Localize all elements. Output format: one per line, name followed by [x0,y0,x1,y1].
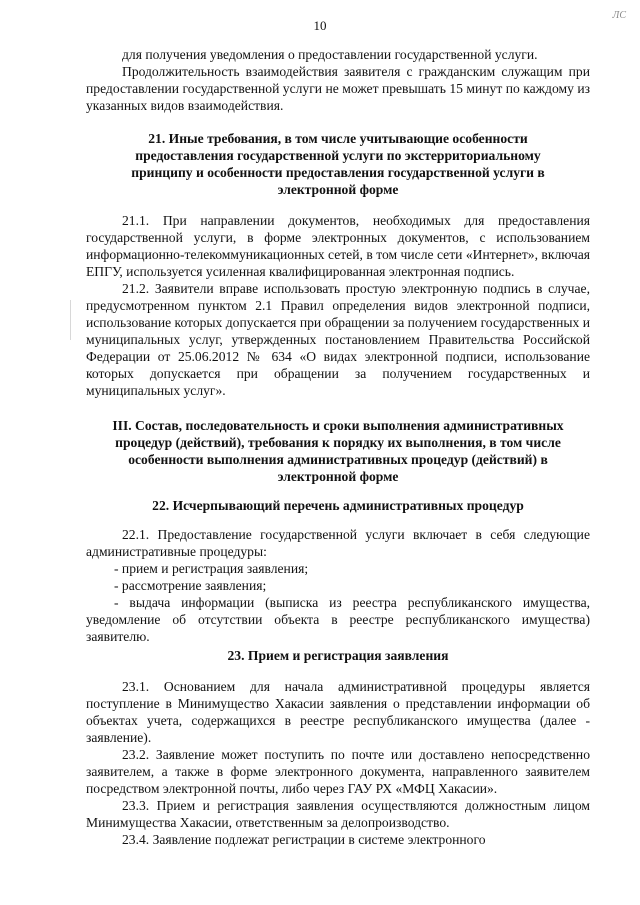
section-iii-heading: III. Состав, последовательность и сроки выполнения административных процедур (действий), требования к порядку их выполнения, в том числе особенности выполнения административных процедур (действий) в электронной форме [112,418,564,484]
section-23-heading: 23. Прием и регистрация заявления [227,648,449,663]
intro-paragraph-2: Продолжительность взаимодействия заявителя с гражданским служащим при предоставлении государственной услуги не может превышать 15 минут по каждому из указанных видов взаимодействия. [86,64,590,113]
page-number: 10 [313,18,327,33]
procedure-item-3: - выдача информации (выписка из реестра республиканского имущества, уведомление об отсутствии объекта в реестре республиканского имущества) заявителю. [86,595,590,644]
section-21-paragraph-1: 21.1. При направлении документов, необходимых для предоставления государственной услуги, в форме электронных документов, с использованием информационно-телекоммуникационных сетей, в том числе сети «Интернет», включая ЕПГУ, используется усиленная квалифицированная электронная подпись. [86,213,590,279]
section-21-paragraph-2: 21.2. Заявители вправе использовать простую электронную подпись в случае, предусмотренном пунктом 2.1 Правил определения видов электронной подписи, использование которых допускается при обращении за получением государственных и муниципальных услуг, утвержденных постановлением Правительства Российской Федерации от 25.06.2012 № 634 «О видах электронной подписи, использование которых допускается при обращении за получением государственных и муниципальных услуг». [86,281,590,398]
section-22-paragraph-1: 22.1. Предоставление государственной услуги включает в себя следующие административные процедуры: [86,527,590,559]
procedure-item-2: - рассмотрение заявления; [114,578,267,593]
section-22-heading: 22. Исчерпывающий перечень административных процедур [152,498,524,513]
section-23-paragraph-3: 23.3. Прием и регистрация заявления осуществляются должностным лицом Минимущества Хакасии, ответственным за делопроизводство. [86,798,590,830]
section-23-paragraph-2: 23.2. Заявление может поступить по почте или доставлено непосредственно заявителем, а также в форме электронного документа, направленного заявителем посредством электронной почты, либо через ГАУ РХ «МФЦ Хакасии». [86,747,590,796]
corner-mark: ЛС [612,10,626,21]
section-23-paragraph-1: 23.1. Основанием для начала административной процедуры является поступление в Минимущество Хакасии заявления о представлении информации об объектах учета, содержащихся в реестре республиканского имущества (далее - заявление). [86,679,590,745]
intro-paragraph-1: для получения уведомления о предоставлении государственной услуги. [122,47,538,62]
procedure-item-1: - прием и регистрация заявления; [114,561,309,576]
document-body [86,46,590,848]
section-23-paragraph-4: 23.4. Заявление подлежат регистрации в системе электронного [122,832,486,847]
margin-mark [70,300,71,340]
section-21-heading: 21. Иные требования, в том числе учитывающие особенности предоставления государственной услуги по экстерриториальному принципу и особенности предоставления государственной услуги в электронной форме [131,131,545,197]
